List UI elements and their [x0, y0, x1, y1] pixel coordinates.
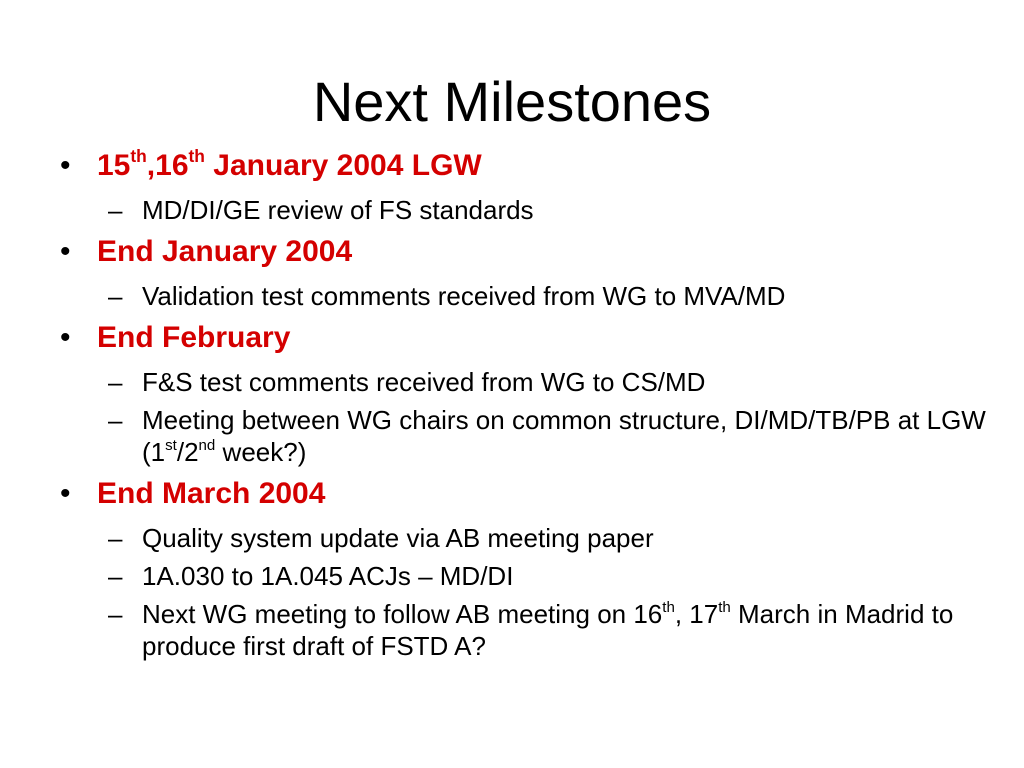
subitem-text: Next WG meeting to follow AB meeting on 16th, 17th March in Madrid to produce first draft of FSTD A?	[142, 598, 954, 661]
bullet-symbol: •	[60, 321, 71, 354]
bullet-symbol: •	[60, 477, 71, 510]
content	[60, 140, 1000, 662]
bullet-symbol: •	[60, 149, 71, 182]
bullet-text: End January 2004	[97, 235, 353, 268]
milestone-bullet	[60, 144, 1000, 188]
subitem-text: F&S test comments received from WG to CS/MD	[142, 367, 706, 397]
bullet-symbol: •	[60, 235, 71, 268]
dash-symbol: –	[108, 599, 123, 629]
subitem-text: Quality system update via AB meeting paper	[142, 523, 654, 553]
bullet-text: End March 2004	[97, 477, 326, 510]
milestone-subitem	[60, 522, 1000, 554]
milestone-bullet	[60, 230, 1000, 274]
dash-symbol: –	[108, 405, 123, 435]
dash-symbol: –	[108, 523, 123, 553]
milestone-subitem	[60, 404, 1000, 468]
dash-symbol: –	[108, 195, 123, 225]
dash-symbol: –	[108, 281, 123, 311]
milestone-subitem	[60, 366, 1000, 398]
milestone-subitem	[60, 598, 1000, 662]
subitem-text: 1A.030 to 1A.045 ACJs – MD/DI	[142, 561, 514, 591]
subitem-text: MD/DI/GE review of FS standards	[142, 195, 534, 225]
milestone-subitem	[60, 280, 1000, 312]
milestone-bullet	[60, 472, 1000, 516]
milestone-subitem	[60, 560, 1000, 592]
subitem-text: Meeting between WG chairs on common structure, DI/MD/TB/PB at LGW (1st/2nd week?)	[142, 405, 986, 467]
dash-symbol: –	[108, 561, 123, 591]
milestone-subitem	[60, 194, 1000, 226]
slide-title: Next Milestones	[312, 70, 712, 133]
bullet-text: 15th,16th January 2004 LGW	[97, 146, 482, 182]
subitem-text: Validation test comments received from WG to MVA/MD	[142, 281, 786, 311]
milestone-bullet	[60, 316, 1000, 360]
dash-symbol: –	[108, 367, 123, 397]
bullet-text: End February	[97, 321, 291, 354]
